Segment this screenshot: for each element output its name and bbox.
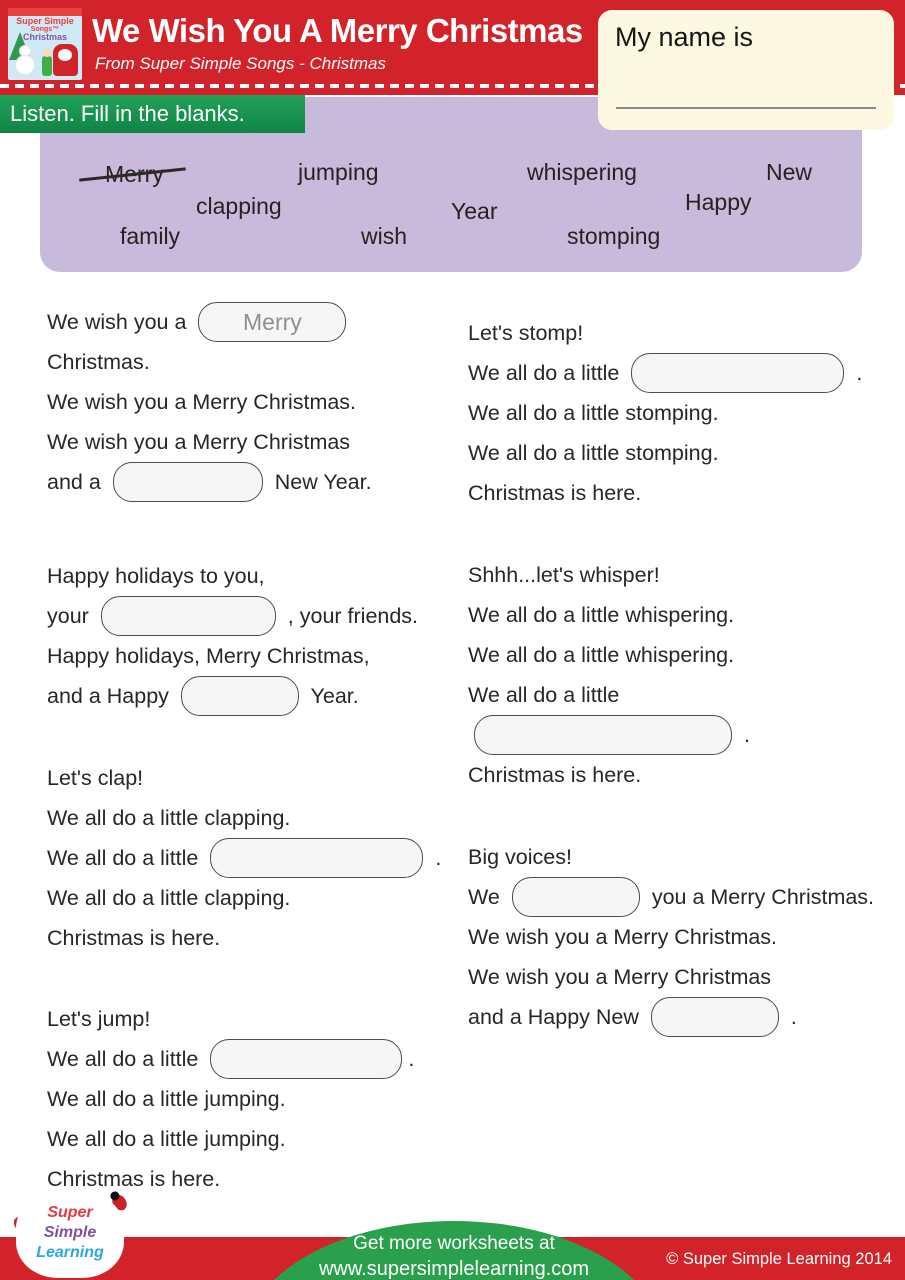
name-input-line[interactable] bbox=[616, 107, 876, 109]
verse-line bbox=[468, 635, 750, 675]
verse-text: and a Happy New bbox=[468, 1004, 645, 1029]
verse-line bbox=[47, 838, 441, 878]
verse-line bbox=[47, 382, 372, 422]
word-bank-word: family bbox=[120, 223, 181, 249]
verse bbox=[47, 302, 372, 502]
word-bank-word: Year bbox=[451, 198, 498, 224]
verse-text: Happy holidays to you, bbox=[47, 563, 265, 588]
verse-text: We bbox=[468, 884, 506, 909]
verse bbox=[47, 758, 441, 958]
verse-line bbox=[47, 1119, 414, 1159]
verse-line bbox=[468, 313, 862, 353]
verse-line bbox=[468, 715, 750, 755]
verse-line bbox=[468, 957, 874, 997]
verse-text: you a Merry Christmas. bbox=[645, 884, 875, 909]
verse-text: your bbox=[47, 603, 95, 628]
word-bank-word: whispering bbox=[527, 159, 637, 185]
verse-line bbox=[47, 556, 418, 596]
page-title: We Wish You A Merry Christmas bbox=[92, 12, 583, 49]
verse bbox=[47, 556, 418, 716]
verse-line bbox=[47, 422, 372, 462]
verse-line bbox=[47, 596, 418, 636]
verse-text: . bbox=[408, 1046, 415, 1071]
verse-line bbox=[47, 1039, 414, 1079]
verse bbox=[468, 837, 874, 1037]
blank-field[interactable] bbox=[631, 353, 844, 393]
blank-field[interactable] bbox=[210, 838, 423, 878]
album-title-line2: Songs™ bbox=[30, 26, 60, 34]
verse bbox=[47, 999, 414, 1199]
blank-field[interactable] bbox=[512, 877, 640, 917]
verse-text: We all do a little clapping. bbox=[47, 885, 291, 910]
verse-text: We wish you a Merry Christmas bbox=[468, 964, 772, 989]
blank-field[interactable] bbox=[210, 1039, 402, 1079]
verse-line bbox=[47, 342, 372, 382]
logo-text-super: Super bbox=[47, 1204, 93, 1221]
blank-field[interactable] bbox=[181, 676, 299, 716]
verse-line bbox=[468, 877, 874, 917]
logo-blob bbox=[16, 1192, 124, 1278]
verse-line bbox=[47, 758, 441, 798]
verse-line bbox=[47, 636, 418, 676]
footer-tagline-1: Get more worksheets at bbox=[353, 1233, 555, 1254]
verse-line bbox=[468, 755, 750, 795]
verse-text: Christmas is here. bbox=[47, 925, 221, 950]
verse-text: We wish you a Merry Christmas. bbox=[47, 389, 357, 414]
verse-line bbox=[468, 917, 874, 957]
verse-line bbox=[468, 353, 862, 393]
verse-text: Let's stomp! bbox=[468, 320, 584, 345]
verse-text: . bbox=[850, 360, 863, 385]
verse-text: We all do a little jumping. bbox=[47, 1126, 286, 1151]
verse-text: . bbox=[429, 845, 442, 870]
verse-line bbox=[47, 1079, 414, 1119]
verse-text: and a Happy bbox=[47, 683, 175, 708]
verse-text: We wish you a Merry Christmas. bbox=[468, 924, 778, 949]
verse-text: We all do a little whispering. bbox=[468, 642, 735, 667]
word-bank-word: New bbox=[766, 159, 813, 185]
verse-line bbox=[468, 595, 750, 635]
snowman-body-icon bbox=[15, 55, 35, 75]
instruction-label: Listen. Fill in the blanks. bbox=[10, 101, 245, 126]
verse-line bbox=[468, 997, 874, 1037]
instruction-banner bbox=[0, 95, 305, 133]
verse-line bbox=[47, 676, 418, 716]
word-bank-word: clapping bbox=[196, 193, 282, 219]
blank-field[interactable] bbox=[651, 997, 779, 1037]
album-title-line1: Super Simple bbox=[16, 16, 74, 26]
verse-text: Year. bbox=[304, 683, 359, 708]
verse-line bbox=[47, 878, 441, 918]
verse-line bbox=[468, 393, 862, 433]
verse-text: Let's clap! bbox=[47, 765, 144, 790]
verse-line bbox=[468, 675, 750, 715]
verse-text: Christmas is here. bbox=[468, 762, 642, 787]
verse-line bbox=[468, 555, 750, 595]
verse-text: Christmas is here. bbox=[47, 1166, 221, 1191]
footer-website-url: www.supersimplelearning.com bbox=[318, 1258, 590, 1280]
word-bank-word: stomping bbox=[567, 223, 661, 249]
verse-text: New Year. bbox=[268, 469, 372, 494]
verse-text: We all do a little bbox=[468, 360, 626, 385]
name-label: My name is bbox=[615, 22, 754, 52]
word-bank-word: Happy bbox=[685, 189, 752, 215]
verse-text: We wish you a bbox=[47, 309, 193, 334]
blank-field[interactable] bbox=[101, 596, 276, 636]
verse-text: Happy holidays, Merry Christmas, bbox=[47, 643, 370, 668]
copyright-text: © Super Simple Learning 2014 bbox=[666, 1250, 892, 1268]
verse-text: and a bbox=[47, 469, 107, 494]
verse-text: We all do a little jumping. bbox=[47, 1086, 286, 1111]
word-bank-word: wish bbox=[361, 223, 408, 249]
verse-text: We all do a little whispering. bbox=[468, 602, 735, 627]
verse-line bbox=[468, 433, 862, 473]
logo-text-simple: Simple bbox=[43, 1224, 97, 1241]
verse-text: Christmas is here. bbox=[468, 480, 642, 505]
page-subtitle: From Super Simple Songs - Christmas bbox=[95, 54, 386, 73]
verse bbox=[468, 313, 862, 513]
name-card bbox=[598, 10, 894, 130]
verse-line bbox=[47, 798, 441, 838]
verse-text: We all do a little bbox=[47, 1046, 205, 1071]
verse-text: , your friends. bbox=[281, 603, 419, 628]
verse-line bbox=[468, 837, 874, 877]
logo-text-learning: Learning bbox=[36, 1244, 104, 1261]
verse-line bbox=[468, 473, 862, 513]
word-bank-word: Merry bbox=[105, 161, 164, 187]
verse-text: Let's jump! bbox=[47, 1006, 151, 1031]
word-bank-word: jumping bbox=[298, 159, 379, 185]
album-title-line3: Christmas bbox=[22, 32, 67, 43]
verse-line bbox=[47, 302, 372, 342]
blank-filled-text: Merry bbox=[243, 308, 302, 335]
verse-text: Christmas. bbox=[47, 349, 150, 374]
verse-text: . bbox=[784, 1004, 797, 1029]
blank-field[interactable] bbox=[474, 715, 732, 755]
verse-line bbox=[47, 999, 414, 1039]
verse-text: We all do a little clapping. bbox=[47, 805, 291, 830]
verse-text: We wish you a Merry Christmas bbox=[47, 429, 351, 454]
footer-logo bbox=[16, 1192, 124, 1278]
verse-text: We all do a little bbox=[47, 845, 205, 870]
verse-text: We all do a little bbox=[468, 682, 620, 707]
verse-text: We all do a little stomping. bbox=[468, 400, 719, 425]
verse-text: We all do a little stomping. bbox=[468, 440, 719, 465]
verse-line bbox=[47, 462, 372, 502]
blank-field[interactable] bbox=[198, 302, 346, 342]
verse-text: . bbox=[738, 722, 750, 747]
verse-text: Big voices! bbox=[468, 844, 572, 869]
verse bbox=[468, 555, 750, 795]
verse-text: Shhh...let's whisper! bbox=[468, 562, 660, 587]
blank-field[interactable] bbox=[113, 462, 263, 502]
verse-line bbox=[47, 918, 441, 958]
